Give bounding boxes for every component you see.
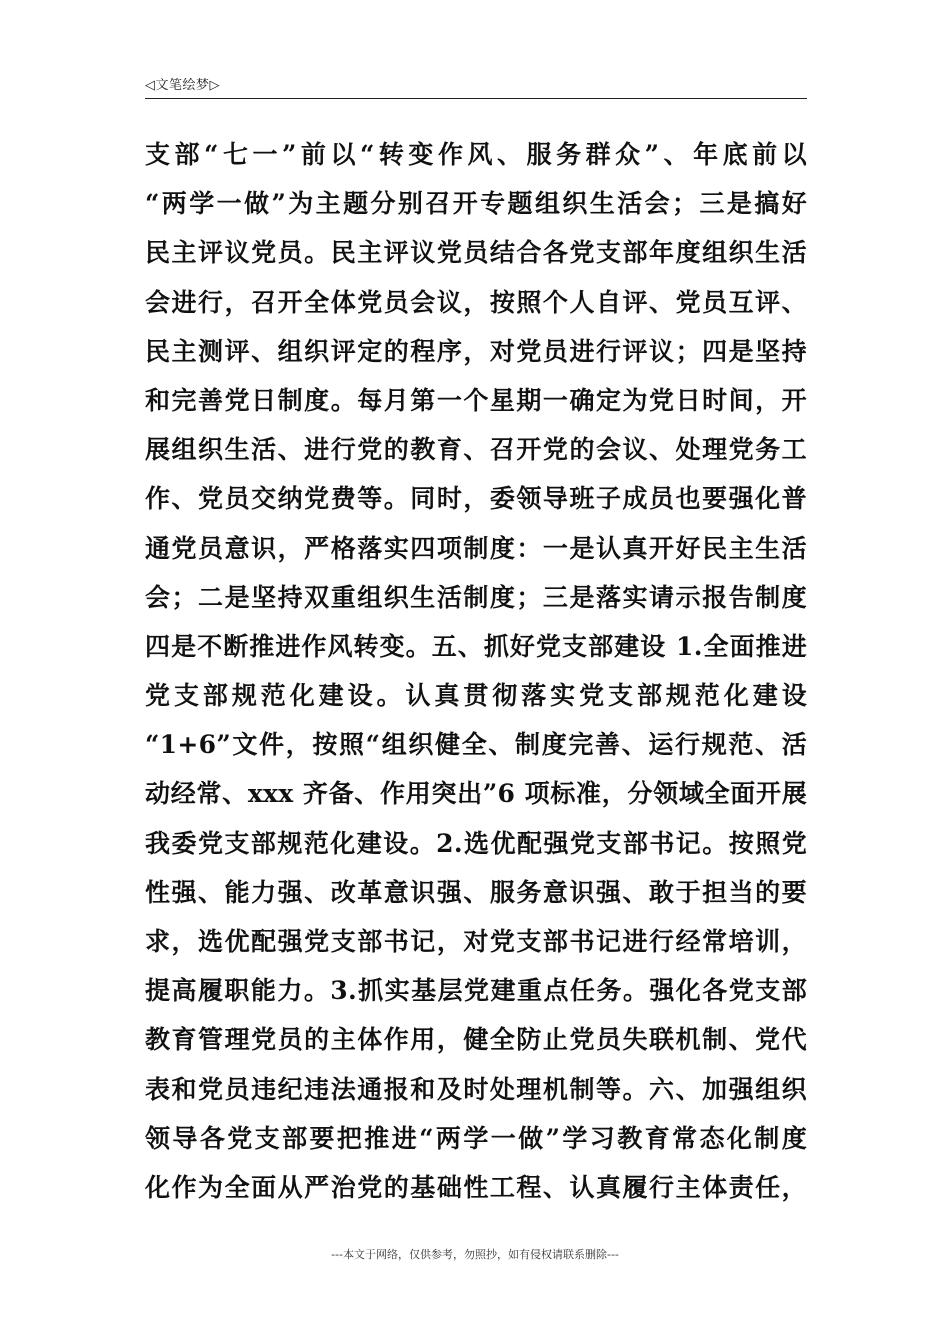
body-line: 提高履职能力。3.抓实基层党建重点任务。强化各党支部 [145, 976, 807, 1006]
page-footer [0, 1246, 950, 1262]
document-body [145, 130, 807, 1212]
body-line: 民主测评、组织评定的程序，对党员进行评议；四是坚持 [145, 336, 807, 366]
body-line: 动经常、xxx 齐备、作用突出”6 项标准，分领域全面开展 [145, 779, 807, 809]
body-line: 领导各党支部要把推进“两学一做”学习教育常态化制度 [145, 1123, 807, 1153]
body-line: 教育管理党员的主体作用，健全防止党员失联机制、党代 [145, 1025, 807, 1055]
body-line: 我委党支部规范化建设。2.选优配强党支部书记。按照党 [145, 828, 807, 858]
body-line: 展组织生活、进行党的教育、召开党的会议、处理党务工 [145, 435, 807, 465]
body-line: 作、党员交纳党费等。同时，委领导班子成员也要强化普 [145, 484, 807, 514]
body-line: “两学一做”为主题分别召开专题组织生活会；三是搞好 [145, 189, 807, 219]
body-line: 支部“七一”前以“转变作风、服务群众”、年底前以 [145, 140, 807, 169]
page-header [145, 72, 807, 99]
body-line: 化作为全面从严治党的基础性工程、认真履行主体责任， [145, 1172, 807, 1202]
header-text: ◁文笔绘梦▷ [145, 78, 220, 93]
body-line: 会进行，召开全体党员会议，按照个人自评、党员互评、 [145, 287, 807, 317]
body-line: 和完善党日制度。每月第一个星期一确定为党日时间，开 [145, 385, 807, 415]
body-line: 通党员意识，严格落实四项制度：一是认真开好民主生活 [145, 533, 807, 563]
body-line: 表和党员违纪违法通报和及时处理机制等。六、加强组织 [145, 1074, 807, 1104]
body-line: 求，选优配强党支部书记，对党支部书记进行经常培训， [145, 927, 807, 956]
body-line: 党支部规范化建设。认真贯彻落实党支部规范化建设 [145, 681, 807, 711]
footer-disclaimer: ---本文于网络，仅供参考，勿照抄，如有侵权请联系删除--- [331, 1248, 619, 1261]
body-line: 性强、能力强、改革意识强、服务意识强、敢于担当的要 [145, 877, 807, 907]
body-line: “1+6”文件，按照“组织健全、制度完善、运行规范、活 [145, 730, 807, 760]
body-line: 民主评议党员。民主评议党员结合各党支部年度组织生活 [145, 238, 807, 268]
body-line: 会；二是坚持双重组织生活制度；三是落实请示报告制度 [145, 582, 807, 612]
body-line: 四是不断推进作风转变。五、抓好党支部建设 1.全面推进 [145, 631, 807, 661]
